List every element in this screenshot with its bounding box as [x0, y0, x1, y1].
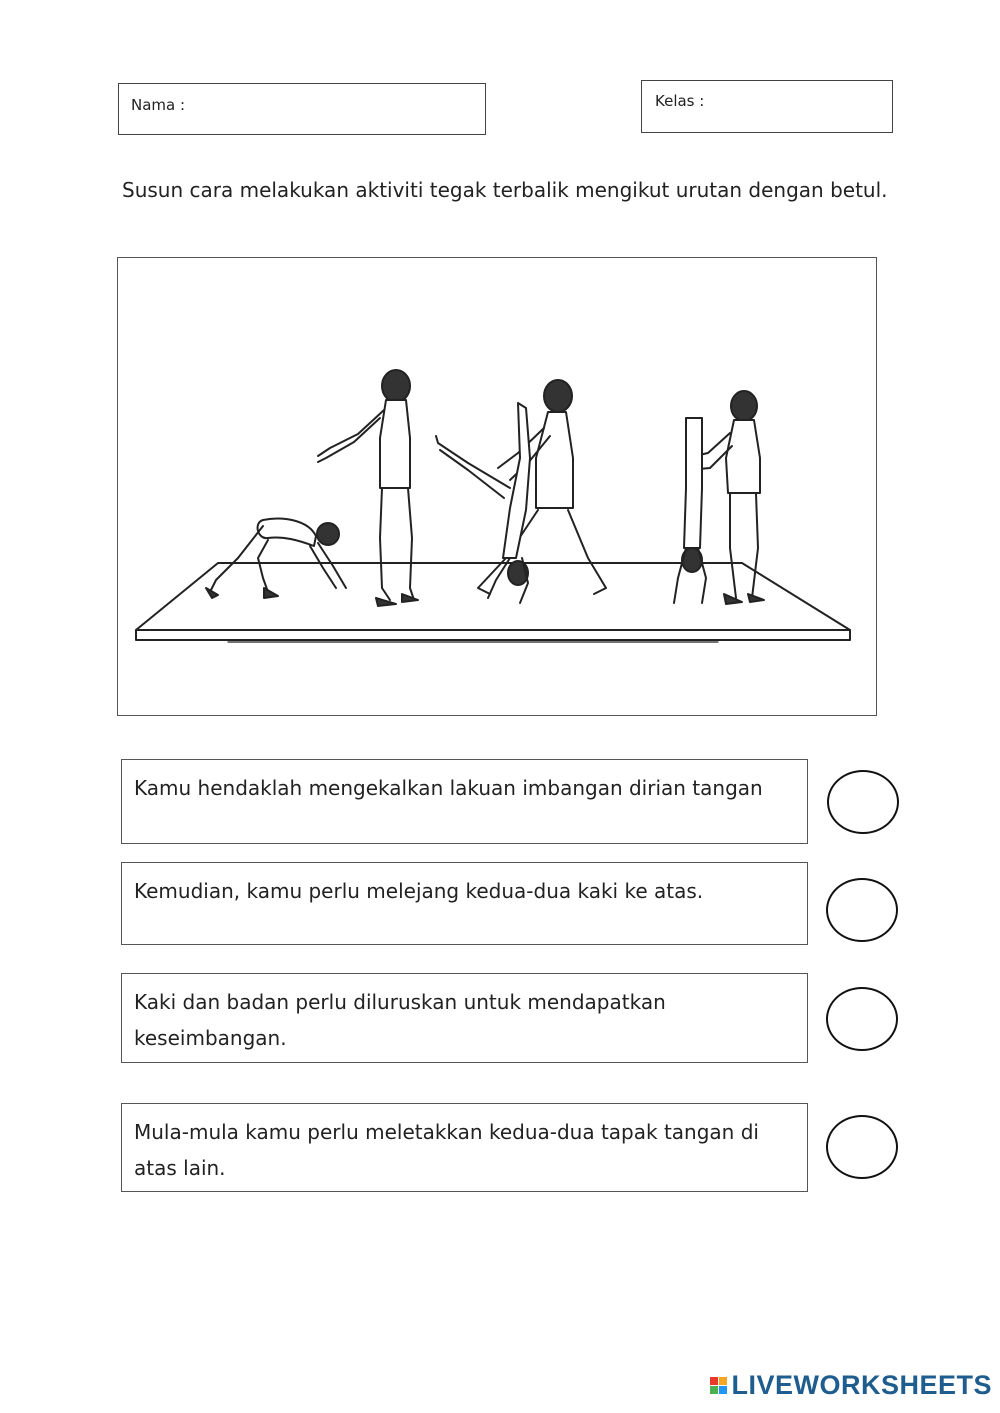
step-card — [121, 862, 808, 945]
brand-mark-square — [719, 1386, 727, 1394]
name-field[interactable] — [118, 83, 486, 135]
brand-mark-icon — [710, 1377, 727, 1394]
order-answer-circle[interactable] — [826, 1115, 898, 1179]
order-answer-circle[interactable] — [827, 770, 899, 834]
class-field[interactable] — [641, 80, 893, 133]
step-card — [121, 1103, 808, 1192]
step-text: Kaki dan badan perlu diluruskan untuk mendapatkan keseimbangan. — [134, 990, 666, 1050]
step-card — [121, 759, 808, 844]
gym-mat — [136, 563, 850, 642]
order-answer-circle[interactable] — [826, 987, 898, 1051]
step-text: Kamu hendaklah mengekalkan lakuan imbangan dirian tangan — [134, 776, 763, 800]
name-label: Nama : — [131, 96, 186, 114]
liveworksheets-logo — [710, 1370, 992, 1401]
handstand-illustration — [118, 258, 876, 715]
instruction-text: Susun cara melakukan aktiviti tegak terbalik mengikut urutan dengan betul. — [122, 178, 888, 202]
brand-mark-square — [710, 1377, 718, 1385]
step-text: Kemudian, kamu perlu melejang kedua-dua kaki ke atas. — [134, 879, 704, 903]
brand-mark-square — [710, 1386, 718, 1394]
brand-name: LIVEWORKSHEETS — [731, 1370, 992, 1400]
step-text: Mula-mula kamu perlu meletakkan kedua-dua tapak tangan di atas lain. — [134, 1120, 759, 1180]
class-label: Kelas : — [655, 92, 705, 110]
step-card — [121, 973, 808, 1063]
brand-mark-square — [719, 1377, 727, 1385]
illustration-frame — [117, 257, 877, 716]
order-answer-circle[interactable] — [826, 878, 898, 942]
